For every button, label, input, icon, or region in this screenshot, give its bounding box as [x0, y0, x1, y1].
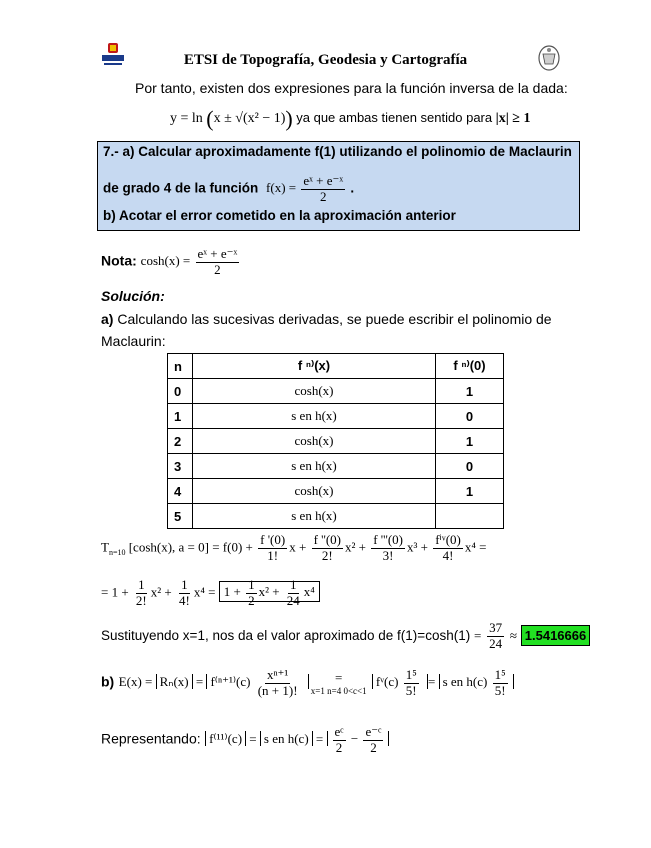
table-header-n: n [168, 354, 193, 379]
rep-d1: 2 [335, 739, 343, 755]
l2-f1-den: 2! [135, 592, 147, 608]
l2-f2-den: 4! [179, 592, 190, 608]
box-f1-num: 1 [248, 577, 255, 592]
error-fv-term [372, 667, 428, 698]
represent-frac-1 [333, 725, 346, 756]
note [101, 247, 241, 278]
l2-f2-var: x⁴ = [193, 584, 216, 600]
problem-line-2: de grado 4 de la función f(x) = $\frac{\text{eˣ + e⁻ˣ}}{2}$ . [103, 173, 355, 204]
cell-n: 0 [168, 379, 193, 404]
cell-n: 4 [168, 479, 193, 504]
part-a-text [101, 311, 552, 327]
derivatives-table [167, 353, 504, 529]
note-label: Nota: [101, 252, 137, 269]
substitution-eq: = [473, 628, 482, 643]
l2-term-2 [177, 578, 192, 609]
error-condition: x=1 n=4 0<c<1 [310, 685, 367, 696]
taylor-arg: [cosh(x), a = 0] = f(0) + [128, 539, 253, 555]
error-lhs: E(x) = [118, 674, 153, 690]
taylor-line-1 [101, 533, 486, 564]
func-fraction [301, 174, 345, 205]
box-f1-var: x² + [258, 584, 280, 600]
rep-d2: 2 [370, 739, 377, 755]
error-eq3: = [428, 674, 436, 690]
represent-senh: s en h(c) [260, 731, 313, 746]
t1-num: f '(0) [260, 532, 286, 547]
error-eq1: = [195, 674, 204, 690]
substitution-line [101, 621, 590, 652]
error-cond [311, 671, 367, 696]
taylor-term-2 [312, 533, 343, 564]
cell-n: 2 [168, 429, 193, 454]
solution-label: Solución: [101, 288, 165, 304]
formula-arg: x ± √(x² − 1) [213, 111, 286, 127]
senh-num: 1⁵ [494, 667, 506, 682]
intro-formula: y = ln (x ± √(x² − 1)) ya que ambas tienen sentido para |x| ≥ 1 [170, 106, 531, 131]
error-senh-term [439, 667, 514, 698]
table-row [168, 479, 504, 504]
taylor-line-2 [101, 578, 320, 609]
represent-eq2: = [315, 731, 324, 747]
deriv-num: xⁿ⁺¹ [266, 667, 289, 682]
note-formula [140, 246, 242, 277]
t3-num: f '''(0) [373, 532, 403, 547]
deriv-prefix: f⁽ⁿ⁺¹⁾(c) [210, 674, 251, 690]
func-lhs: f(x) = [266, 180, 297, 196]
deriv-fraction [256, 668, 300, 699]
table-row [168, 454, 504, 479]
table-row [168, 429, 504, 454]
box-term-2 [285, 578, 302, 609]
table-row [168, 504, 504, 529]
substitution-num: 37 [489, 620, 503, 635]
cell-fx: cosh(x) [193, 429, 436, 454]
line2-start: = 1 + [101, 584, 129, 600]
taylor-term-1 [258, 533, 287, 564]
part-a-text-line1: Calculando las sucesivas derivadas, se puede escribir el polinomio de [117, 311, 552, 327]
t4-den: 4! [442, 547, 454, 563]
part-a-text-2: Maclaurin: [101, 333, 166, 349]
formula-condition: |x| ≥ 1 [495, 111, 531, 127]
func-numerator: eˣ + e⁻ˣ [303, 173, 344, 188]
represent-frac-2 [363, 725, 383, 756]
page-title: ETSI de Topografía, Geodesia y Cartografía [183, 52, 468, 68]
formula-lhs: y = ln [170, 111, 203, 127]
fv-den: 5! [405, 682, 417, 698]
represent-text: Representando: [101, 730, 201, 747]
l2-f2-num: 1 [181, 577, 188, 592]
formula-text: ya que ambas tienen sentido para [296, 110, 493, 126]
cell-fx: cosh(x) [193, 379, 436, 404]
t3-den: 3! [382, 547, 394, 563]
rep-n1: eᶜ [334, 724, 344, 739]
cell-n: 5 [168, 504, 193, 529]
note-numerator: eˣ + e⁻ˣ [197, 246, 238, 261]
represent-minus: − [350, 731, 359, 747]
box-f2-num: 1 [290, 577, 297, 592]
substitution-text: Sustituyendo x=1, nos da el valor aproximado de f(1)=cosh(1) [101, 628, 471, 643]
note-lhs: cosh(x) = [140, 253, 191, 269]
cell-f0: 1 [436, 479, 504, 504]
part-a-label: a) [101, 311, 114, 327]
table-row [168, 404, 504, 429]
substitution-den: 24 [489, 635, 503, 651]
table-header-fx: f ⁿ⁾(x) [193, 354, 436, 379]
func-denominator: 2 [320, 188, 327, 204]
t2-var: x² + [344, 539, 366, 555]
rep-n2: e⁻ᶜ [365, 724, 382, 739]
problem-statement-box [97, 141, 580, 231]
t4-var: x⁴ = [464, 539, 487, 555]
cell-f0: 0 [436, 454, 504, 479]
cell-f0: 1 [436, 429, 504, 454]
l2-f1-num: 1 [138, 577, 145, 592]
deriv-den: (n + 1)! [257, 682, 298, 698]
cell-fx: cosh(x) [193, 479, 436, 504]
part-b-label: b) [101, 673, 115, 690]
error-eq2: = [335, 669, 343, 685]
note-denominator: 2 [214, 261, 221, 277]
fv-fraction [404, 668, 419, 699]
cell-f0 [436, 504, 504, 529]
cell-f0: 1 [436, 379, 504, 404]
senh-prefix: s en h(c) [442, 674, 488, 690]
table-row [168, 379, 504, 404]
t2-den: 2! [321, 547, 333, 563]
box-f2-den: 24 [286, 592, 300, 608]
error-remainder: Rₙ(x) [156, 674, 193, 689]
highlighted-result: 1.5416666 [521, 625, 590, 646]
t1-den: 1! [267, 547, 279, 563]
taylor-term-3 [371, 533, 405, 564]
t1-var: x + [289, 539, 307, 555]
box-start: 1 + [223, 584, 241, 600]
box-f2-var: x⁴ [303, 584, 315, 600]
problem-line-2-text: de grado 4 de la función [103, 180, 259, 196]
cell-fx: s en h(x) [193, 454, 436, 479]
note-fraction [196, 247, 240, 278]
t2-num: f ''(0) [313, 532, 341, 547]
cell-fx: s en h(x) [193, 404, 436, 429]
intro-text: Por tanto, existen dos expresiones para la función inversa de la dada: [135, 80, 568, 96]
problem-line-1: 7.- a) Calcular aproximadamente f(1) utilizando el polinomio de Maclaurin [103, 144, 572, 159]
represent-exp-term [327, 724, 390, 755]
substitution-fraction [487, 621, 504, 652]
box-term-1 [246, 578, 257, 609]
senh-fraction [493, 668, 508, 699]
taylor-subscript: n=10 [108, 548, 126, 558]
cell-fx: s en h(x) [193, 504, 436, 529]
t4-num: fⁱᵛ(0) [435, 532, 461, 547]
l2-f1-var: x² + [150, 584, 172, 600]
box-f1-den: 2 [248, 592, 255, 608]
cell-n: 1 [168, 404, 193, 429]
table-header-row [168, 354, 504, 379]
represent-eq1: = [249, 731, 257, 747]
represent-line [101, 725, 389, 756]
table-header-f0: f ⁿ⁾(0) [436, 354, 504, 379]
substitution-approx: ≈ [509, 628, 517, 643]
l2-term-1 [134, 578, 149, 609]
part-b-line [101, 668, 514, 699]
represent-f11: f⁽¹¹⁾(c) [205, 731, 246, 746]
cell-f0: 0 [436, 404, 504, 429]
taylor-T: T [101, 539, 109, 555]
fv-prefix: fᵛ(c) [375, 674, 399, 690]
problem-function [266, 173, 350, 204]
senh-den: 5! [494, 682, 506, 698]
error-derivative-term [206, 667, 308, 698]
problem-line-3: b) Acotar el error cometido en la aproximación anterior [103, 208, 456, 223]
fv-num: 1⁵ [405, 667, 417, 682]
result-polynomial-box [219, 577, 320, 608]
taylor-term-4 [433, 533, 463, 564]
cell-n: 3 [168, 454, 193, 479]
t3-var: x³ + [406, 539, 428, 555]
